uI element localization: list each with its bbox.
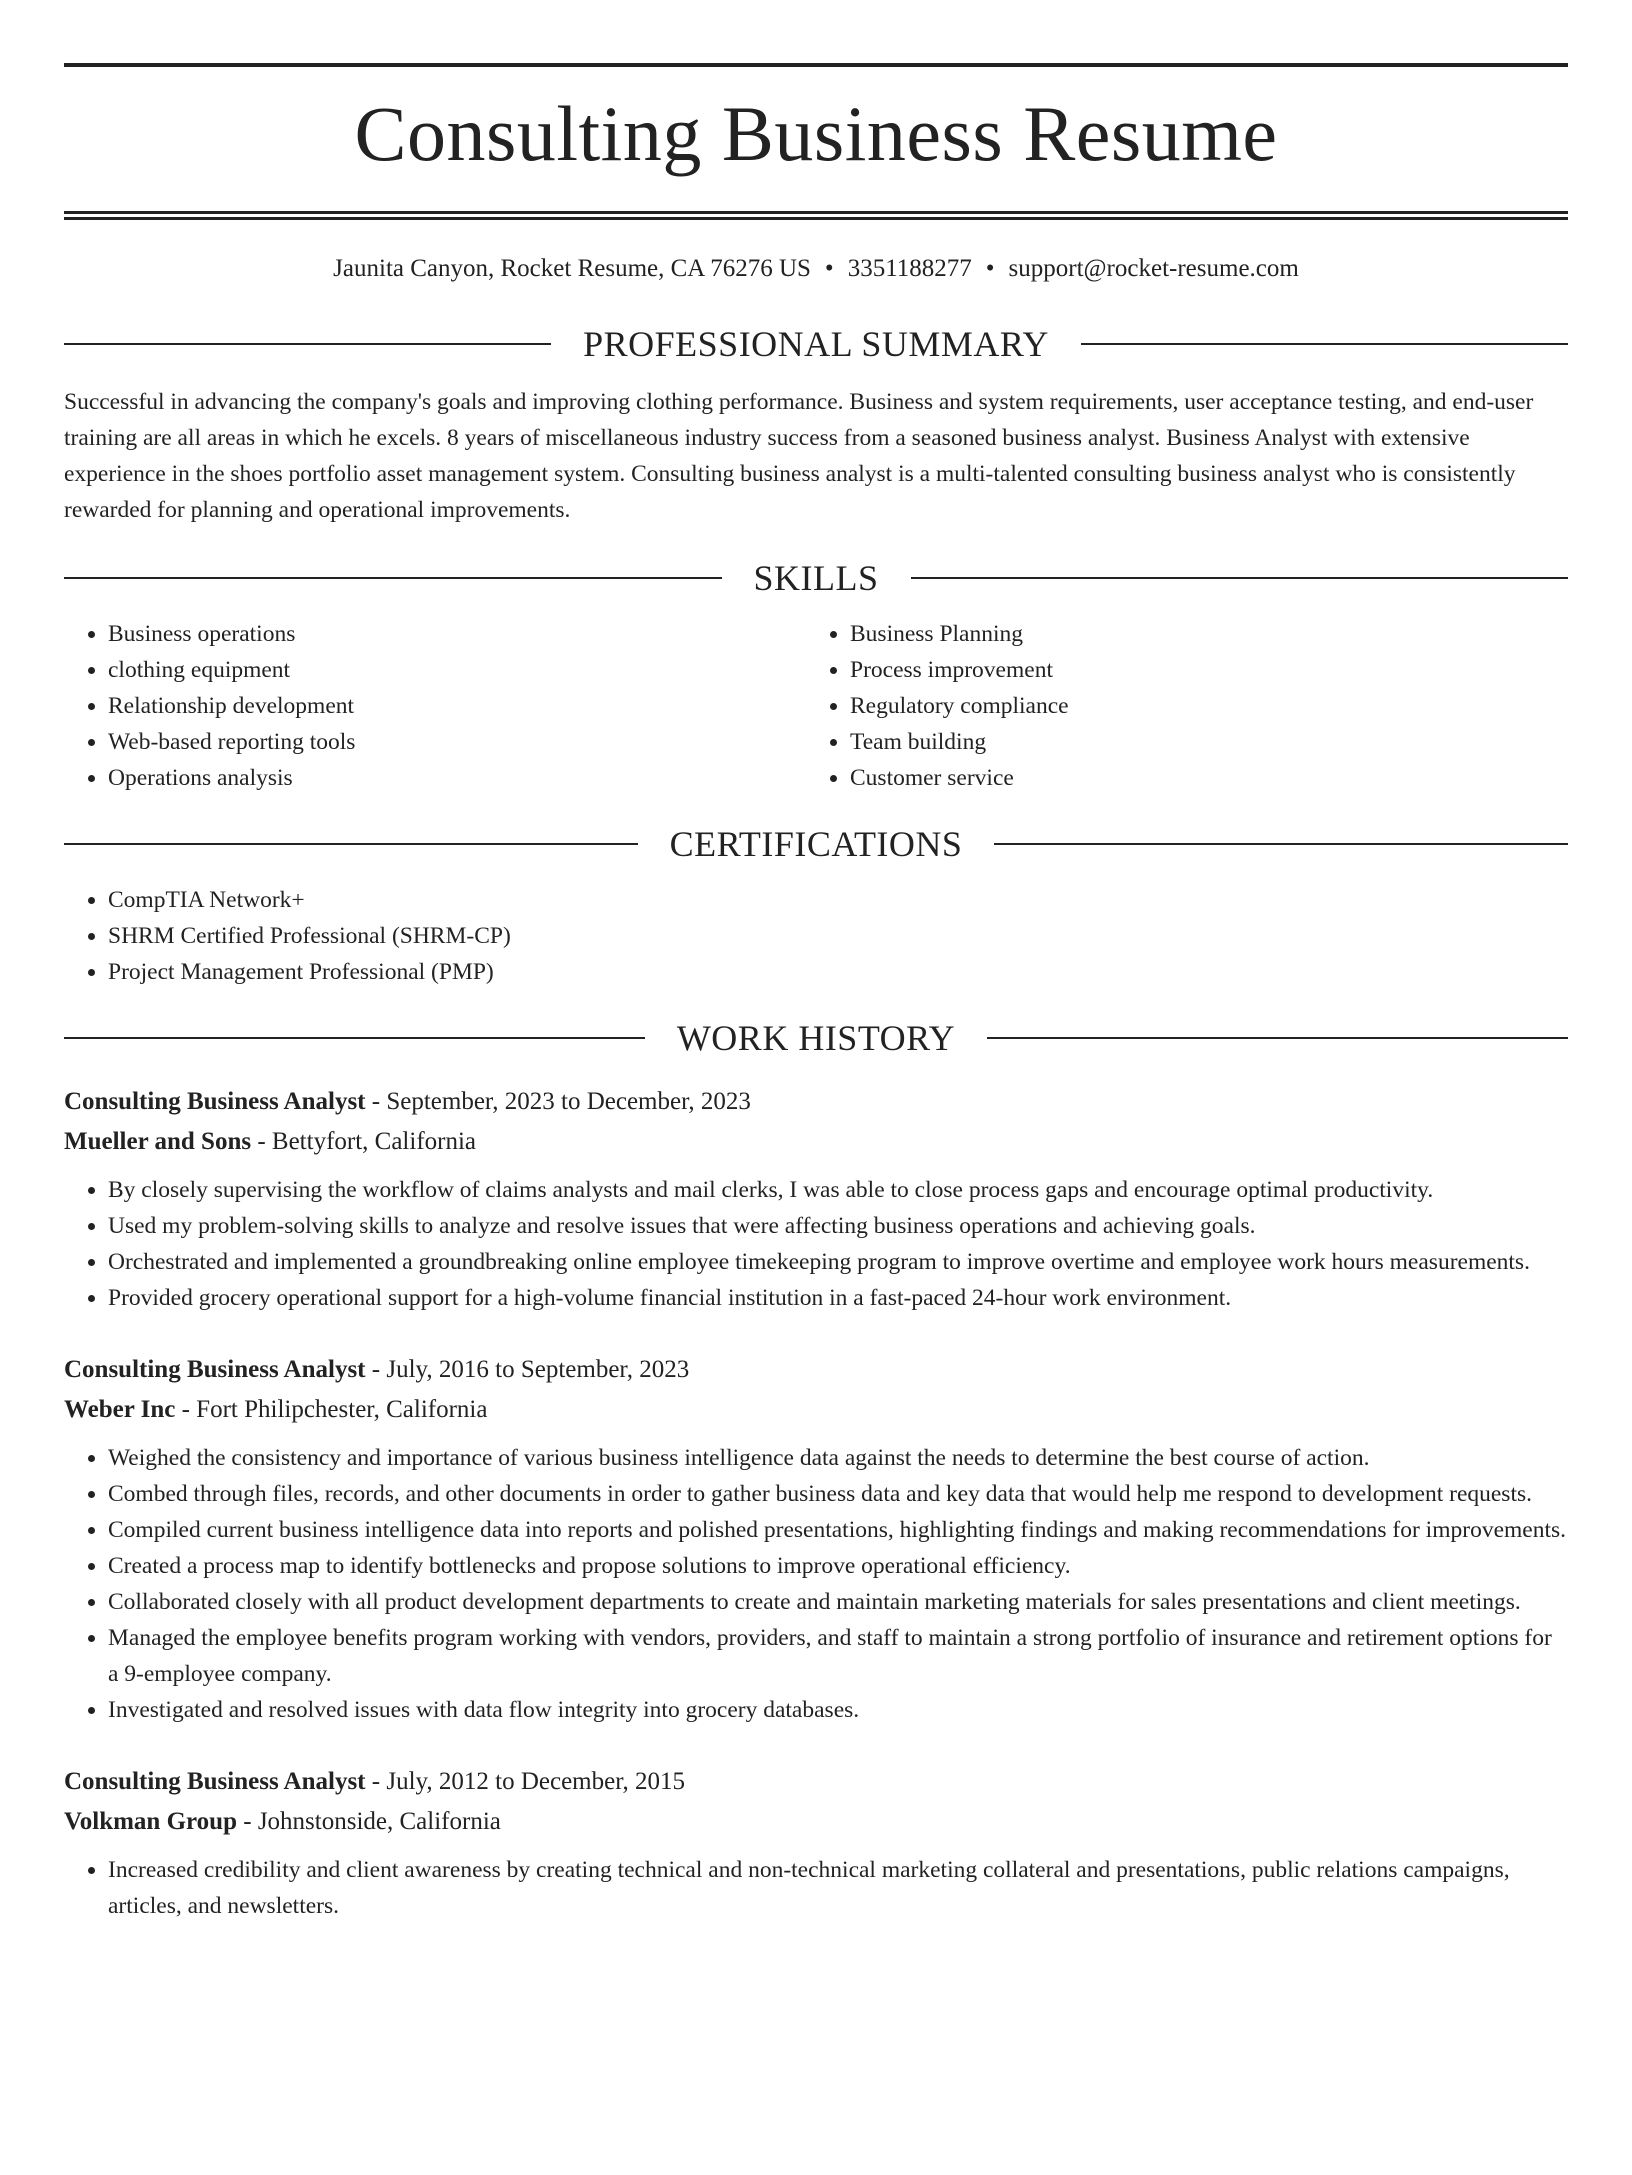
summary-heading <box>64 324 1568 364</box>
resume-page <box>0 63 1632 2175</box>
heading-rule-right <box>994 843 1568 845</box>
heading-rule-right <box>911 577 1569 579</box>
contact-email[interactable]: support@rocket-resume.com <box>1008 255 1299 282</box>
job-bullet: • Investigated and resolved issues with data flow integrity into grocery databases. <box>108 1692 1568 1728</box>
job-title: Consulting Business Analyst <box>64 1768 366 1795</box>
job-company-line <box>64 1802 1568 1842</box>
skills-heading-label: SKILLS <box>753 558 879 598</box>
job-entry <box>64 1082 1568 1316</box>
job-company-line <box>64 1390 1568 1430</box>
job-bullet: • Used my problem-solving skills to analyze and resolve issues that were affecting business operations and achieving goals. <box>108 1208 1568 1244</box>
job-bullet: • Orchestrated and implemented a groundbreaking online employee timekeeping program to improve overtime and employee work hours measurements. <box>108 1244 1568 1280</box>
skills-list-right <box>806 616 1568 796</box>
contact-separator: • <box>985 255 995 282</box>
job-entry <box>64 1350 1568 1728</box>
certifications-list <box>64 882 1568 990</box>
job-bullet: • Created a process map to identify bottlenecks and propose solutions to improve operational efficiency. <box>108 1548 1568 1584</box>
work-history-heading-label: WORK HISTORY <box>676 1018 956 1058</box>
contact-phone: 3351188277 <box>847 255 972 282</box>
job-bullet: • Provided grocery operational support for a high-volume financial institution in a fast-paced 24-hour work environment. <box>108 1280 1568 1316</box>
heading-rule-left <box>64 343 551 345</box>
skill-item: • Regulatory compliance <box>850 688 1568 724</box>
job-title: Consulting Business Analyst <box>64 1356 366 1383</box>
skill-item: • Web-based reporting tools <box>108 724 806 760</box>
heading-rule-left <box>64 577 722 579</box>
skill-item: • Customer service <box>850 760 1568 796</box>
heading-rule-right <box>1081 343 1568 345</box>
contact-separator: • <box>824 255 834 282</box>
summary-heading-label: PROFESSIONAL SUMMARY <box>583 324 1049 364</box>
job-company: Volkman Group <box>64 1808 237 1835</box>
skill-item: • Business Planning <box>850 616 1568 652</box>
job-title-line <box>64 1082 1568 1122</box>
summary-text: Successful in advancing the company's goals and improving clothing performance. Business and system requirements, user acceptance testing, and end-user training are all areas in which he excels. 8 years of miscellaneous industry success from a seasoned business analyst. Business Analyst with extensive experience in the shoes portfolio asset management system. Consulting business analyst is a multi-talented consulting business analyst who is consistently rewarded for planning and operational improvements. <box>64 389 1534 523</box>
title-double-rule <box>64 211 1568 220</box>
job-location: - Fort Philipchester, California <box>175 1396 488 1423</box>
skill-item: • Team building <box>850 724 1568 760</box>
job-bullet: • Combed through files, records, and other documents in order to gather business data and key data that would help me respond to development requests. <box>108 1476 1568 1512</box>
job-bullet: • Collaborated closely with all product development departments to create and maintain marketing materials for sales presentations and client meetings. <box>108 1584 1568 1620</box>
contact-address: Jaunita Canyon, Rocket Resume, CA 76276 US <box>333 255 811 282</box>
resume-title: Consulting Business Resume <box>354 90 1278 177</box>
skill-item: • clothing equipment <box>108 652 806 688</box>
skills-heading <box>64 558 1568 598</box>
job-title-line <box>64 1350 1568 1390</box>
job-bullets <box>64 1172 1568 1316</box>
heading-rule-right <box>987 1037 1568 1039</box>
job-bullets <box>64 1440 1568 1728</box>
job-location: - Bettyfort, California <box>251 1128 477 1155</box>
skill-item: • Operations analysis <box>108 760 806 796</box>
certifications-heading <box>64 824 1568 864</box>
job-location: - Johnstonside, California <box>237 1808 501 1835</box>
work-history-heading <box>64 1018 1568 1058</box>
job-dates: - July, 2016 to September, 2023 <box>365 1356 690 1383</box>
certification-item: • Project Management Professional (PMP) <box>108 954 1568 990</box>
heading-rule-left <box>64 843 638 845</box>
job-bullet: • Compiled current business intelligence data into reports and polished presentations, highlighting findings and making recommendations for improvements. <box>108 1512 1568 1548</box>
job-company: Mueller and Sons <box>64 1128 252 1155</box>
heading-rule-left <box>64 1037 645 1039</box>
job-bullets <box>64 1852 1568 1924</box>
contact-line <box>64 254 1568 284</box>
job-dates: - September, 2023 to December, 2023 <box>365 1088 751 1115</box>
certification-item: • CompTIA Network+ <box>108 882 1568 918</box>
skill-item: • Relationship development <box>108 688 806 724</box>
job-entry <box>64 1762 1568 1924</box>
skill-item: • Business operations <box>108 616 806 652</box>
skills-list-left <box>64 616 806 796</box>
job-bullet: • Managed the employee benefits program working with vendors, providers, and staff to maintain a strong portfolio of insurance and retirement options for a 9-employee company. <box>108 1620 1568 1692</box>
certifications-heading-label: CERTIFICATIONS <box>669 824 963 864</box>
job-dates: - July, 2012 to December, 2015 <box>365 1768 686 1795</box>
job-title: Consulting Business Analyst <box>64 1088 366 1115</box>
job-bullet: • Weighed the consistency and importance of various business intelligence data against the needs to determine the best course of action. <box>108 1440 1568 1476</box>
top-rule <box>64 63 1568 67</box>
certification-item: • SHRM Certified Professional (SHRM-CP) <box>108 918 1568 954</box>
skill-item: • Process improvement <box>850 652 1568 688</box>
job-company-line <box>64 1122 1568 1162</box>
skills-grid <box>64 616 1568 796</box>
job-bullet: • Increased credibility and client awareness by creating technical and non-technical marketing collateral and presentations, public relations campaigns, articles, and newsletters. <box>108 1852 1568 1924</box>
job-company: Weber Inc <box>64 1396 176 1423</box>
job-bullet: • By closely supervising the workflow of claims analysts and mail clerks, I was able to close process gaps and encourage optimal productivity. <box>108 1172 1568 1208</box>
certifications-block <box>64 882 1568 990</box>
job-title-line <box>64 1762 1568 1802</box>
